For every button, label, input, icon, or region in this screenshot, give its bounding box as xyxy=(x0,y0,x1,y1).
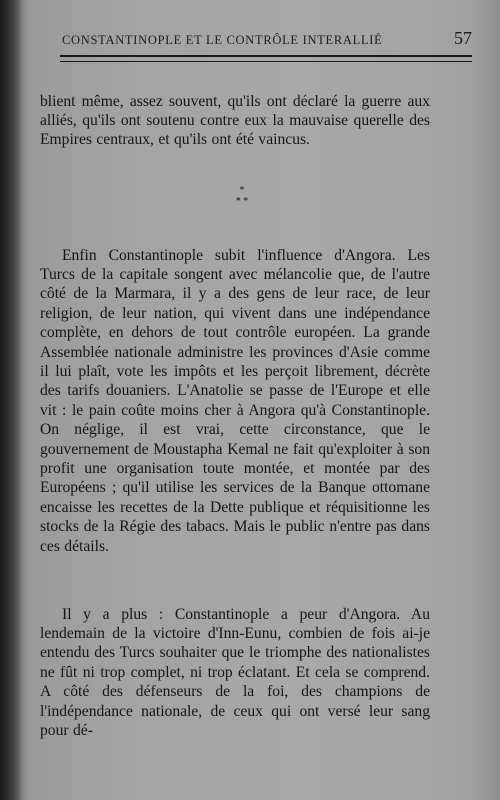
header-rule-thick xyxy=(60,55,472,57)
section-separator xyxy=(212,185,272,215)
paragraph-continued: blient même, assez souvent, qu'ils ont déclaré la guerre aux alliés, qu'ils ont soutenu contre eux la mauvaise querelle des Empires centraux, et qu'ils ont été vaincus. xyxy=(40,92,430,149)
separator-bottom-stars: * * xyxy=(235,196,249,207)
book-page xyxy=(40,0,472,800)
page-number: 57 xyxy=(454,28,472,48)
running-head xyxy=(62,30,472,52)
header-rule-thin xyxy=(60,61,472,62)
binding-gutter-shadow xyxy=(0,0,24,800)
paragraph-fear-of-angora: Il y a plus : Constantinople a peur d'Angora. Au lendemain de la victoire d'Inn-Eunu, combien de fois ai-je entendu des Turcs souhaiter que le triomphe des nationalistes ne fût ni trop complet, ni trop éclatant. Et cela se comprend. A côté des défenseurs de la foi, des champions de l'indépendance nationale, de ceux qui ont versé leur sang pour dé- xyxy=(40,605,430,740)
paragraph-angora-influence: Enfin Constantinople subit l'influence d'Angora. Les Turcs de la capitale songent avec mélancolie que, de l'autre côté de la Marmara, il y a des gens de leur race, de leur religion, de leur nation, qui vivent dans une indépendance complète, en dehors de tout contrôle européen. La grande Assemblée nationale administre les provinces d'Asie comme il lui plaît, vote les impôts et les perçoit librement, décrète des tarifs douaniers. L'Anatolie se passe de l'Europe et elle vit : le pain coûte moins cher à Angora qu'à Constantinople. On néglige, il est vrai, cette circonstance, que le gouvernement de Moustapha Kemal ne fait qu'exploiter à son profit une organisation toute montée, et montée par des Européens ; qu'il utilise les services de la Banque ottomane encaisse les recettes de la Dette publique et réquisitionne les stocks de la Régie des tabacs. Mais le public n'entre pas dans ces détails. xyxy=(40,246,430,555)
running-head-title: CONSTANTINOPLE ET LE CONTRÔLE INTERALLIÉ xyxy=(62,33,383,47)
separator-top-star: * xyxy=(239,185,245,196)
